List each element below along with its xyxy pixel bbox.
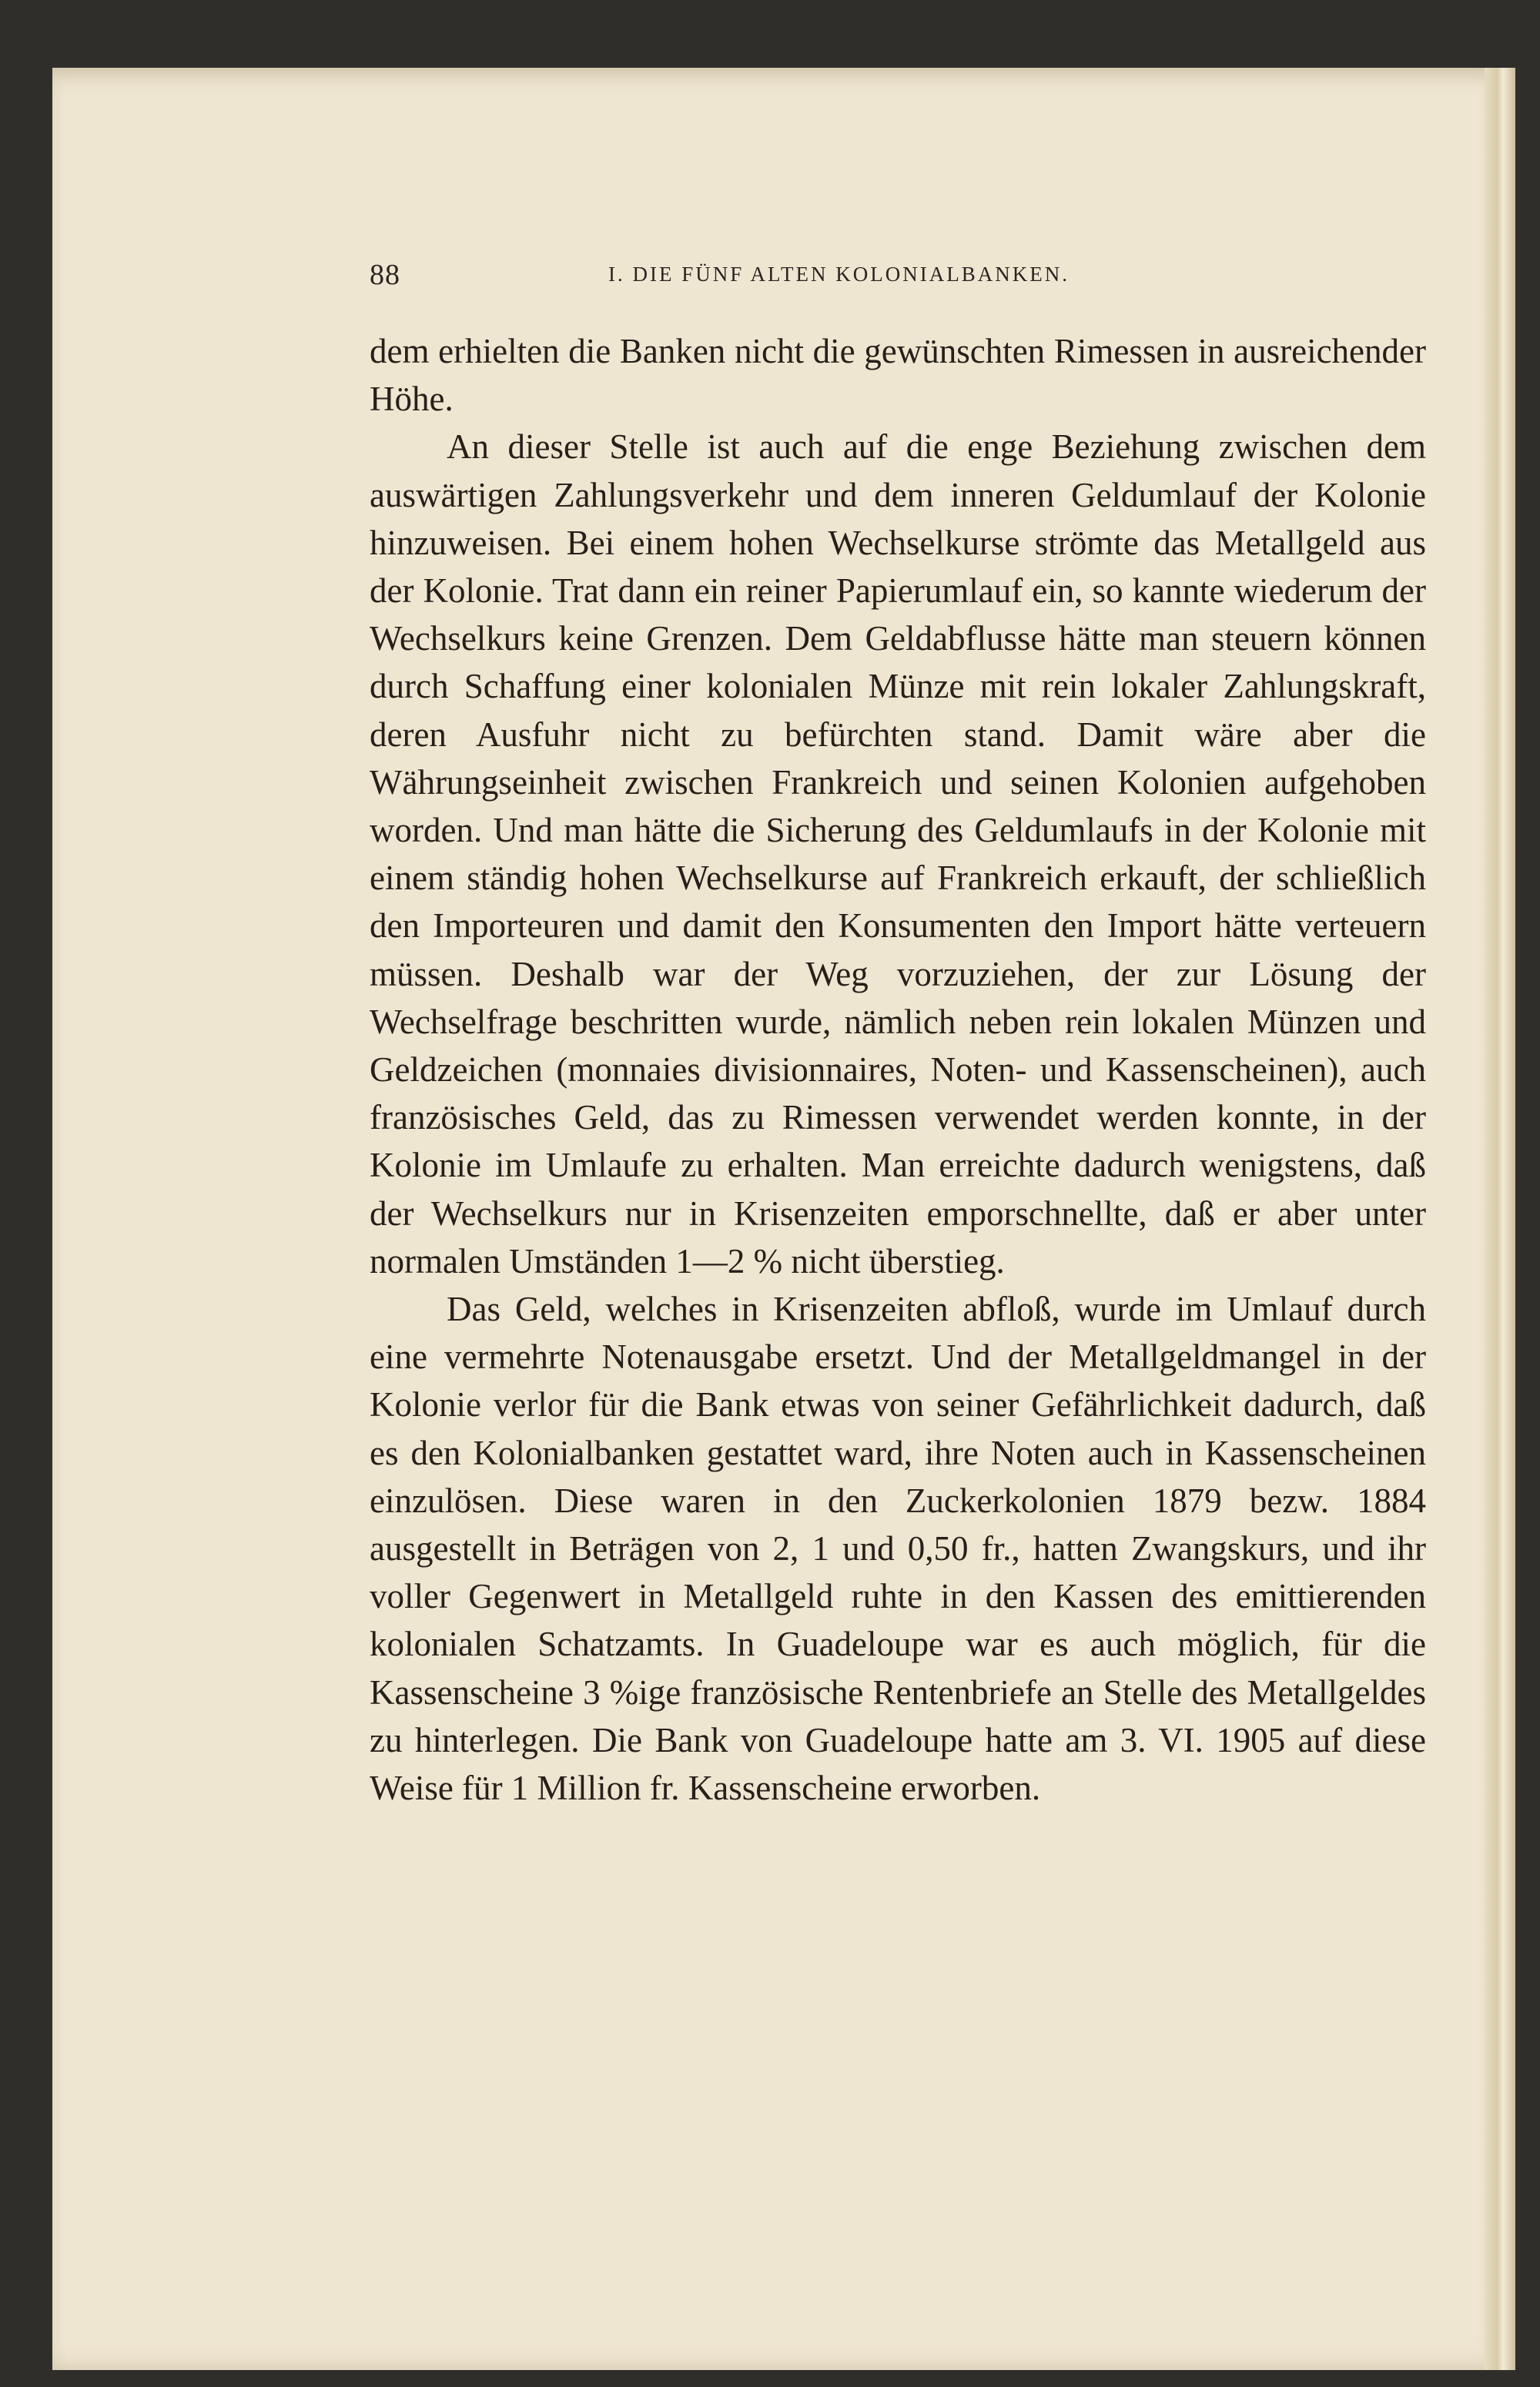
page-header bbox=[370, 258, 1217, 304]
paragraph-continuation: dem erhielten die Banken nicht die gewünschten Rimessen in ausreichender Höhe. bbox=[370, 332, 1426, 419]
page-edge bbox=[1485, 68, 1515, 2370]
body-text bbox=[370, 327, 1426, 1812]
paragraph-exchange-and-currency: An dieser Stelle ist auch auf die enge Beziehung zwischen dem auswärtigen Zahlungsverkehr und dem inneren Geldumlauf der Kolonie hinzuweisen. Bei einem hohen Wechselkurse strömte das Metallgeld aus der Kolonie. Trat dann ein reiner Papierumlauf ein, so kannte wiederum der Wechselkurs keine Grenzen. Dem Geldabflusse hätte man steuern können durch Schaffung einer kolonialen Münze mit rein lokaler Zahlungskraft, deren Ausfuhr nicht zu befürchten stand. Damit wäre aber die Währungseinheit zwischen Frankreich und seinen Kolonien aufgehoben worden. Und man hätte die Sicherung des Geldumlaufs in der Kolonie mit einem ständig hohen Wechselkurse auf Frankreich erkauft, der schließlich den Importeuren und damit den Konsumenten den Import hätte verteuern müssen. Deshalb war der Weg vorzuziehen, der zur Lösung der Wechselfrage beschritten wurde, nämlich neben rein lokalen Münzen und Geldzeichen (monnaies divisionnaires, Noten- und Kassenscheinen), auch französisches Geld, das zu Rimessen verwendet werden konnte, in der Kolonie im Umlaufe zu erhalten. Man erreichte dadurch wenigstens, daß der Wechselkurs nur in Krisenzeiten emporschnellte, daß er aber unter normalen Umständen 1—2 % nicht überstieg. bbox=[370, 427, 1426, 1281]
running-head: I. DIE FÜNF ALTEN KOLONIALBANKEN. bbox=[608, 263, 1070, 286]
page-number: 88 bbox=[370, 259, 400, 291]
paragraph-cash-notes: Das Geld, welches in Krisenzeiten abfloß, wurde im Umlauf durch eine vermehrte Notenausgabe ersetzt. Und der Metallgeldmangel in der Kolonie verlor für die Bank etwas von seiner Gefährlichkeit dadurch, daß es den Kolonialbanken gestattet ward, ihre Noten auch in Kassenscheinen einzulösen. Diese waren in den Zuckerkolonien 1879 bezw. 1884 ausgestellt in Beträgen von 2, 1 und 0,50 fr., hatten Zwangskurs, und ihr voller Gegenwert in Metallgeld ruhte in den Kassen des emittierenden kolonialen Schatzamts. In Guadeloupe war es auch möglich, für die Kassenscheine 3 %ige französische Rentenbriefe an Stelle des Metallgeldes zu hinterlegen. Die Bank von Guadeloupe hatte am 3. VI. 1905 auf diese Weise für 1 Million fr. Kassenscheine erworben. bbox=[370, 1290, 1426, 1808]
